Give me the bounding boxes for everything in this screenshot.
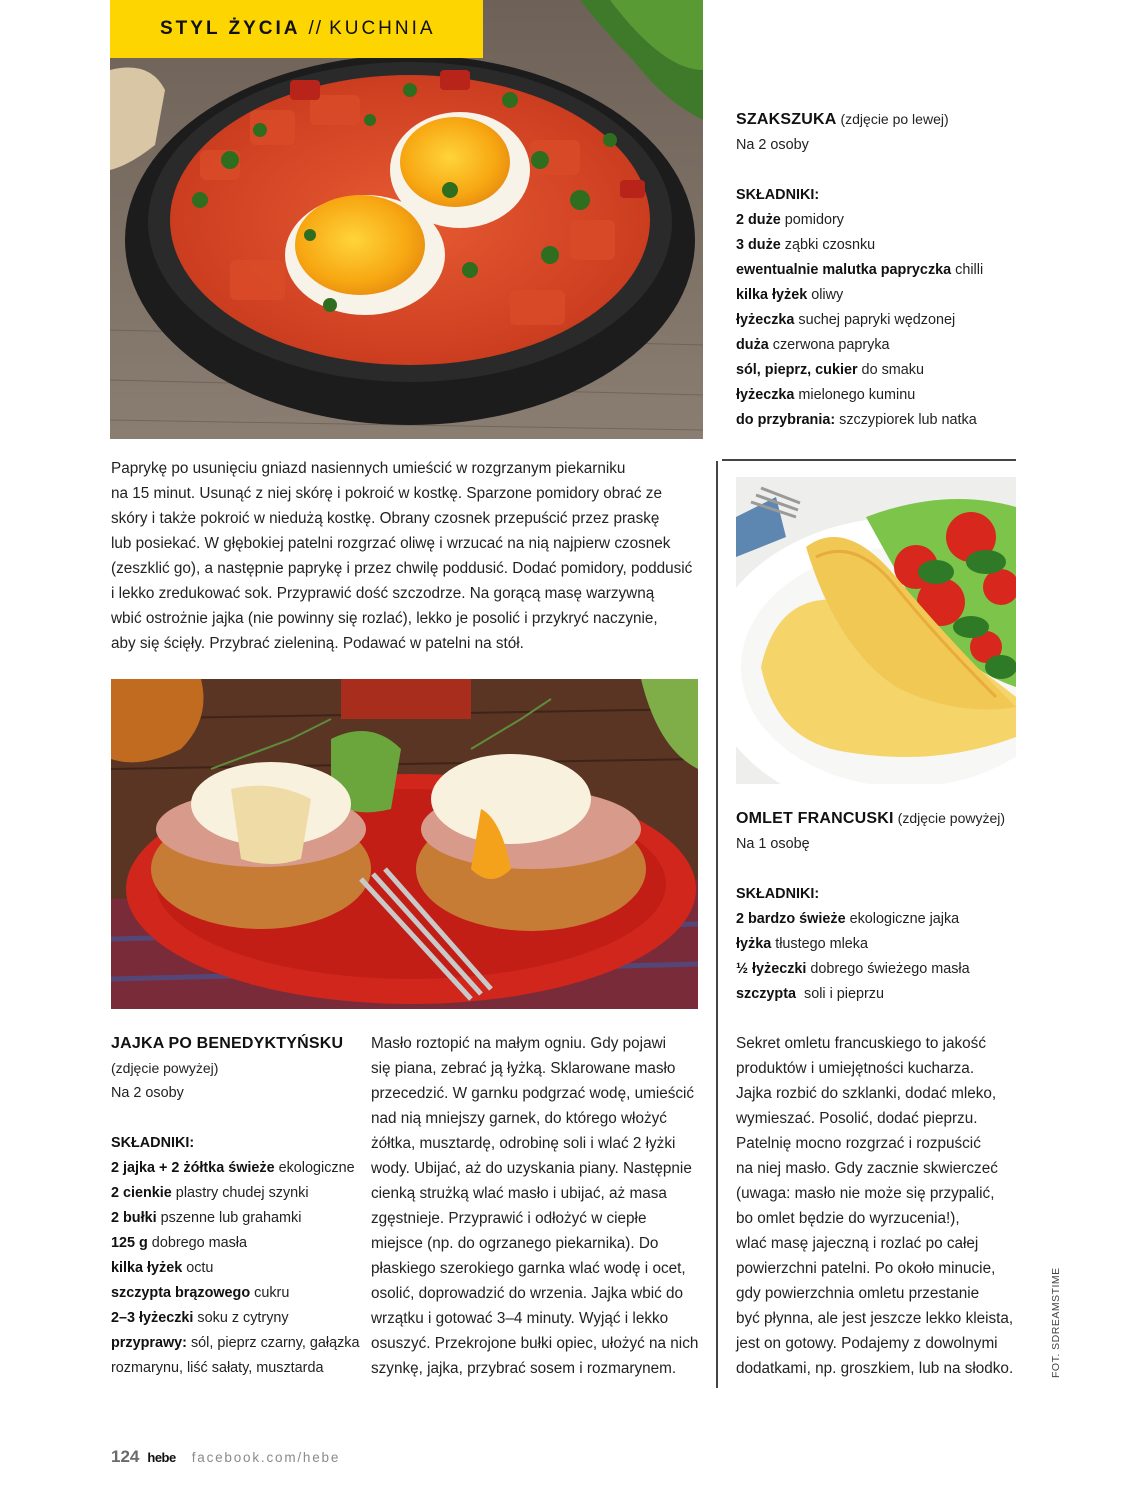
ingredient-item: 2 jajka + 2 żółtka świeże ekologiczne — [111, 1160, 355, 1176]
method-line: miejsce (np. do ogrzanego piekarnika). Do — [371, 1235, 659, 1252]
shakshuka-photo — [110, 0, 703, 439]
recipe-eggs-benedict — [111, 1031, 361, 1381]
method-line: Patelnię mocno rozgrzać i rozpuścić — [736, 1135, 981, 1152]
method-line: być płynna, ale jest jeszcze lekko kleista, — [736, 1310, 1014, 1327]
method-line: żółtka, musztardę, odrobinę soli i wlać 2 łyżki — [371, 1135, 676, 1152]
method-line: dodatkami, np. groszkiem, lub na słodko. — [736, 1360, 1014, 1377]
ingredient-item: łyżka tłustego mleka — [736, 936, 869, 952]
method-line: zgęstnieje. Przyprawić i odłożyć w ciepłe — [371, 1210, 647, 1227]
ingredient-item: 125 g dobrego masła — [111, 1235, 248, 1251]
method-line: i lekko zredukować sok. Przyprawić dość szczodrze. Na gorącą masę warzywną — [111, 585, 655, 602]
method-line: Sekret omletu francuskiego to jakość — [736, 1035, 986, 1052]
method-line: (zeszklić go), a następnie paprykę i przez chwilę poddusić. Dodać pomidory, poddusić — [111, 560, 693, 577]
ingredient-item: 2 cienkie plastry chudej szynki — [111, 1185, 309, 1201]
ingredient-item: rozmarynu, liść sałaty, musztarda — [111, 1360, 324, 1376]
ingredients-label: SKŁADNIKI: — [736, 886, 820, 902]
method-line: wymieszać. Posolić, dodać pieprzu. — [736, 1110, 978, 1127]
method-line: produktów i umiejętności kucharza. — [736, 1060, 975, 1077]
ingredient-item: kilka łyżek oliwy — [736, 287, 844, 303]
section-tag-separator: // — [308, 18, 324, 39]
shakshuka-method — [111, 456, 706, 656]
recipe-title: SZAKSZUKA — [736, 111, 837, 128]
method-line: wody. Ubijać, aż do uzyskania piany. Następnie — [371, 1160, 692, 1177]
column-divider-vertical — [716, 461, 718, 1388]
method-line: skóry i także pokroić w niedużą kostkę. Obrany czosnek przepuścić przez praskę — [111, 510, 660, 527]
method-line: szynkę, jajka, przybrać sosem i rozmarynem. — [371, 1360, 677, 1377]
method-line: osuszyć. Przekrojone bułki opiec, ułożyć na nich — [371, 1335, 699, 1352]
method-line: Jajka rozbić do szklanki, dodać mleko, — [736, 1085, 997, 1102]
method-line: (uwaga: masło nie może się przypalić, — [736, 1185, 995, 1202]
method-line: wrzątku i gotować 3–4 minuty. Wyjąć i lekko — [371, 1310, 669, 1327]
facebook-link[interactable]: facebook.com/hebe — [191, 1450, 341, 1465]
method-line: cienką strużką wlać masło i ubijać, aż masa — [371, 1185, 667, 1202]
recipe-shakshuka — [736, 107, 1026, 433]
section-tag — [110, 0, 483, 58]
section-tag-secondary: KUCHNIA — [329, 18, 436, 39]
method-line: wbić ostrożnie jajka (nie powinny się rozlać), lekko je posolić i przykryć naczynie, — [111, 610, 658, 627]
method-line: Masło roztopić na małym ogniu. Gdy pojawi — [371, 1035, 667, 1052]
ingredient-item: łyżeczka suchej papryki wędzonej — [736, 312, 956, 328]
ingredient-item: 3 duże ząbki czosnku — [736, 237, 876, 253]
method-line: nad nią mniejszy garnek, do którego włożyć — [371, 1110, 667, 1127]
column-divider-horizontal — [722, 459, 1016, 461]
photo-note: (zdjęcie po lewej) — [840, 111, 949, 127]
servings: Na 1 osobę — [736, 836, 810, 852]
ingredients-label: SKŁADNIKI: — [111, 1135, 195, 1151]
method-line: aby się ścięły. Przybrać zieleniną. Podawać w patelni na stół. — [111, 635, 524, 652]
method-line: powierzchni patelni. Po około minucie, — [736, 1260, 996, 1277]
ingredient-item: 2 bardzo świeże ekologiczne jajka — [736, 911, 960, 927]
method-line: płaskiego szerokiego garnka wlać wodę i ocet, — [371, 1260, 686, 1277]
method-line: na 15 minut. Usunąć z niej skórę i pokroić w kostkę. Sparzone pomidory obrać ze — [111, 485, 662, 502]
eggs-benedict-photo — [111, 679, 698, 1009]
ingredient-item: ewentualnie malutka papryczka chilli — [736, 262, 984, 278]
photo-note: (zdjęcie powyżej) — [111, 1060, 219, 1076]
ingredient-item: kilka łyżek octu — [111, 1260, 214, 1276]
photo-note: (zdjęcie powyżej) — [897, 810, 1006, 826]
servings: Na 2 osoby — [111, 1085, 184, 1101]
ingredient-item: sól, pieprz, cukier do smaku — [736, 362, 924, 378]
ingredient-item: 2–3 łyżeczki soku z cytryny — [111, 1310, 289, 1326]
ingredient-item: szczypta soli i pieprzu — [736, 986, 884, 1002]
page-footer — [111, 1447, 340, 1467]
method-line: na niej masło. Gdy zacznie skwierczeć — [736, 1160, 998, 1177]
method-line: wlać masę jajeczną i rozlać po całej — [736, 1235, 979, 1252]
recipe-heading — [736, 806, 1026, 832]
omelette-photo — [736, 477, 1016, 784]
ingredient-item: przyprawy: sól, pieprz czarny, gałązka — [111, 1335, 360, 1351]
section-tag-primary: STYL ŻYCIA — [160, 18, 301, 39]
ingredient-item: łyżeczka mielonego kuminu — [736, 387, 916, 403]
method-line: gdy powierzchnia omletu przestanie — [736, 1285, 980, 1302]
method-line: lub posiekać. W głębokiej patelni rozgrzać oliwę i wrzucać na nią najpierw czosnek — [111, 535, 671, 552]
method-line: jest on gotowy. Podajemy z dowolnymi — [736, 1335, 998, 1352]
eggs-benedict-method — [371, 1031, 711, 1381]
ingredient-item: duża czerwona papryka — [736, 337, 890, 353]
ingredient-item: szczypta brązowego cukru — [111, 1285, 290, 1301]
method-line: przecedzić. W garnku podgrzać wodę, umieścić — [371, 1085, 695, 1102]
ingredient-item: do przybrania: szczypiorek lub natka — [736, 412, 977, 428]
omelette-method — [736, 1031, 1026, 1381]
recipe-omelette — [736, 806, 1026, 1007]
photo-credit: FOT. SDREAMSTIME — [1050, 1267, 1062, 1378]
method-line: osolić, doprowadzić do wrzenia. Jajka wbić do — [371, 1285, 684, 1302]
recipe-heading — [736, 107, 1026, 133]
brand-logo: hebe — [147, 1450, 176, 1465]
page-number: 124 — [111, 1447, 140, 1466]
method-line: bo omlet będzie do wyrzucenia!), — [736, 1210, 960, 1227]
servings: Na 2 osoby — [736, 137, 809, 153]
recipe-title: OMLET FRANCUSKI — [736, 810, 894, 827]
method-line: Paprykę po usunięciu gniazd nasiennych umieścić w rozgrzanym piekarniku — [111, 460, 626, 477]
recipe-title: JAJKA PO BENEDYKTYŃSKU — [111, 1035, 344, 1052]
ingredient-item: ½ łyżeczki dobrego świeżego masła — [736, 961, 970, 977]
method-line: się piana, zebrać ją łyżką. Sklarowane masło — [371, 1060, 676, 1077]
ingredient-item: 2 duże pomidory — [736, 212, 844, 228]
ingredients-label: SKŁADNIKI: — [736, 187, 820, 203]
ingredient-item: 2 bułki pszenne lub grahamki — [111, 1210, 302, 1226]
